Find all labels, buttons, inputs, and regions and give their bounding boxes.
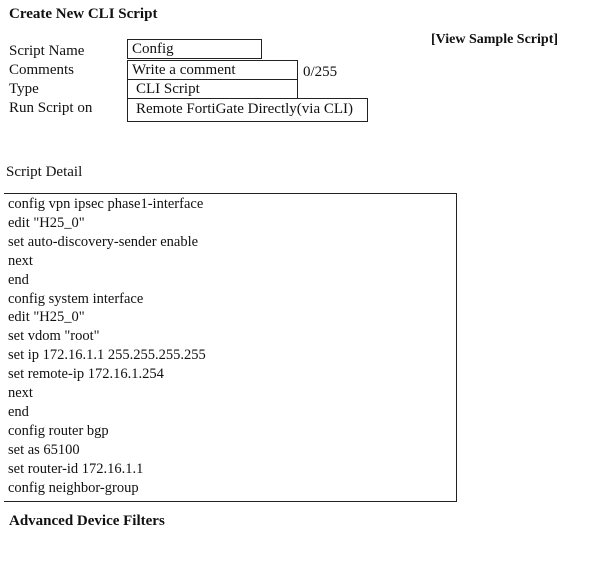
script-line: set as 65100 <box>8 441 80 458</box>
type-select[interactable]: CLI Script <box>127 79 298 99</box>
script-line: end <box>8 271 29 288</box>
page-title: Create New CLI Script <box>9 6 158 22</box>
script-line: config vpn ipsec phase1-interface <box>8 196 204 212</box>
script-line: edit "H25_0" <box>8 214 85 231</box>
script-line: edit "H25_0" <box>8 309 85 326</box>
comments-label: Comments <box>9 62 75 78</box>
script-line: next <box>8 385 33 402</box>
comments-input[interactable]: Write a comment <box>127 60 298 80</box>
script-line: set router-id 172.16.1.1 <box>8 460 144 477</box>
run-script-on-select[interactable]: Remote FortiGate Directly(via CLI) <box>127 98 368 122</box>
script-line: set ip 172.16.1.1 255.255.255.255 <box>8 347 206 364</box>
advanced-device-filters-heading[interactable]: Advanced Device Filters <box>9 513 165 529</box>
script-name-label: Script Name <box>9 43 85 59</box>
script-line: config neighbor-group <box>8 479 139 496</box>
comments-char-counter: 0/255 <box>303 64 338 80</box>
script-line: end <box>8 403 29 420</box>
script-line: set auto-discovery-sender enable <box>8 233 199 250</box>
type-label: Type <box>9 81 39 97</box>
run-script-on-label: Run Script on <box>9 100 93 116</box>
script-line: config system interface <box>8 290 144 307</box>
script-detail-textarea[interactable] <box>4 193 457 502</box>
script-line: set vdom "root" <box>8 328 100 345</box>
script-line: set remote-ip 172.16.1.254 <box>8 366 164 383</box>
script-detail-label: Script Detail <box>6 164 83 180</box>
script-name-input[interactable]: Config <box>127 39 262 59</box>
script-line: next <box>8 252 33 269</box>
view-sample-script-link[interactable]: [View Sample Script] <box>431 32 559 47</box>
script-line: config router bgp <box>8 422 109 439</box>
